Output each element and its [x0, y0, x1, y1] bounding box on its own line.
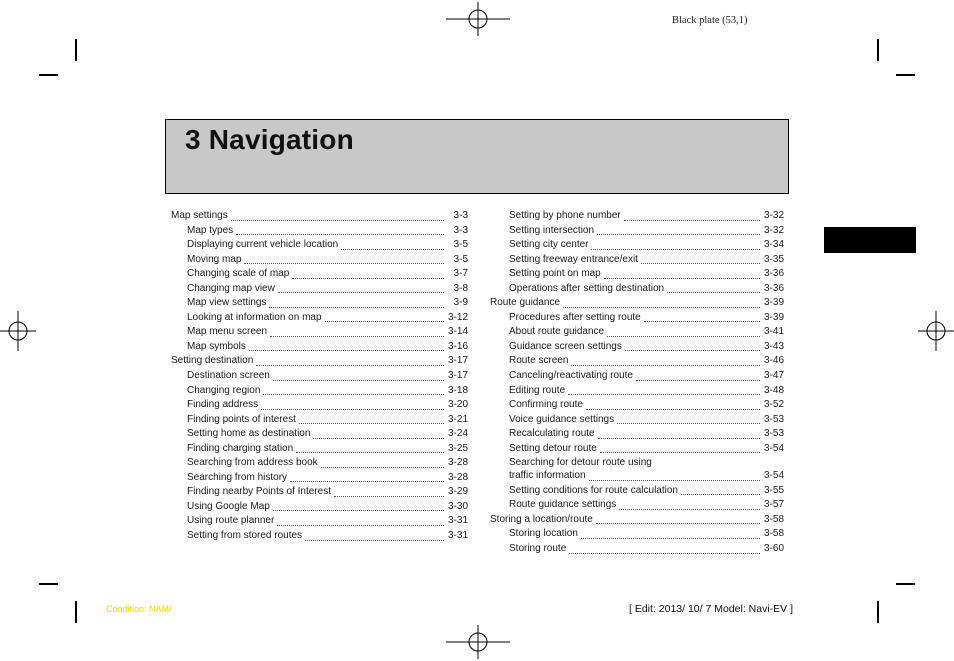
toc-entry-page: 3-3	[453, 210, 468, 221]
toc-entry-label: Setting freeway entrance/exit	[509, 253, 638, 265]
toc-entry[interactable]	[490, 384, 784, 399]
toc-entry[interactable]	[171, 456, 468, 471]
footer-edit-info: [ Edit: 2013/ 10/ 7 Model: Navi-EV ]	[629, 603, 794, 615]
toc-right-column	[490, 209, 784, 557]
toc-entry-page: 3-48	[763, 384, 784, 396]
toc-entry-label: Displaying current vehicle location	[187, 239, 339, 251]
toc-entry[interactable]	[171, 253, 468, 268]
toc-dot-leader	[256, 354, 444, 366]
toc-entry-label: Searching from history	[187, 471, 288, 483]
toc-entry-label: Operations after setting destination	[509, 282, 665, 294]
toc-dot-leader	[325, 311, 444, 323]
toc-entry[interactable]	[171, 427, 468, 442]
toc-entry[interactable]	[171, 442, 468, 457]
toc-entry-label: Setting point on map	[509, 268, 601, 280]
toc-entry[interactable]	[490, 209, 784, 224]
toc-entry-page: 3-12	[447, 311, 468, 323]
toc-entry-page: 3-20	[447, 399, 468, 411]
toc-dot-leader	[249, 340, 444, 352]
toc-entry-label: Recalculating route	[509, 428, 595, 440]
toc-dot-leader	[278, 282, 444, 294]
toc-entry[interactable]	[171, 209, 468, 224]
toc-entry-label: Using Google Map	[187, 500, 270, 512]
toc-entry-label: Changing scale of map	[187, 268, 290, 280]
toc-entry-page: 3-29	[447, 486, 468, 498]
toc-entry[interactable]	[171, 384, 468, 399]
toc-dot-leader	[231, 209, 444, 221]
toc-entry[interactable]	[171, 282, 468, 297]
toc-entry-label: Route guidance settings	[509, 499, 617, 511]
toc-entry-page: 3-17	[447, 370, 468, 382]
toc-dot-leader	[681, 484, 760, 496]
toc-entry-label: Route guidance	[490, 297, 561, 309]
toc-entry-page: 3-47	[763, 370, 784, 382]
toc-dot-leader	[581, 527, 760, 539]
toc-entry-label: Setting conditions for route calculation	[509, 484, 678, 496]
toc-entry-page: 3-36	[763, 282, 784, 294]
toc-entry[interactable]	[171, 485, 468, 500]
toc-dot-leader	[321, 456, 444, 468]
toc-entry-page: 3-30	[447, 500, 468, 512]
toc-entry[interactable]	[490, 513, 784, 528]
toc-dot-leader	[269, 296, 444, 308]
toc-dot-leader	[617, 413, 760, 425]
toc-dot-leader	[600, 442, 760, 454]
registration-mark-left	[0, 311, 36, 351]
toc-entry-page: 3-18	[447, 384, 468, 396]
toc-entry-page: 3-5	[453, 239, 468, 251]
toc-entry[interactable]	[490, 427, 784, 442]
toc-entry[interactable]	[171, 267, 468, 282]
toc-entry-label: Changing region	[187, 384, 261, 396]
toc-entry[interactable]	[490, 484, 784, 499]
toc-dot-leader	[277, 514, 444, 526]
toc-entry-label: Canceling/reactivating route	[509, 370, 633, 382]
toc-entry-label: Procedures after setting route	[509, 311, 641, 323]
toc-entry-label: Voice guidance settings	[509, 413, 615, 425]
toc-entry[interactable]	[490, 354, 784, 369]
footer-condition: Condition: NAM/	[106, 604, 172, 614]
toc-dot-leader	[586, 398, 760, 410]
toc-entry-page: 3-34	[763, 239, 784, 251]
toc-entry-page: 3-36	[763, 268, 784, 280]
toc-entry[interactable]	[171, 471, 468, 486]
toc-entry-page: 3-55	[763, 484, 784, 496]
toc-entry-label: Searching for detour route using	[509, 457, 652, 469]
toc-entry[interactable]	[490, 398, 784, 413]
toc-entry-page: 3-39	[763, 311, 784, 323]
toc-entry[interactable]	[171, 311, 468, 326]
toc-entry-label: Finding charging station	[187, 442, 294, 454]
toc-entry-page: 3-54	[763, 470, 784, 482]
toc-entry[interactable]	[490, 253, 784, 268]
toc-entry-label: Destination screen	[187, 370, 270, 382]
toc-entry[interactable]	[490, 527, 784, 542]
toc-entry-label: Setting detour route	[509, 442, 597, 454]
toc-entry[interactable]	[490, 413, 784, 428]
toc-entry-page: 3-53	[763, 413, 784, 425]
toc-entry[interactable]	[490, 311, 784, 326]
toc-entry-page: 3-41	[763, 326, 784, 338]
toc-entry-label: Setting intersection	[509, 224, 595, 236]
toc-entry[interactable]	[171, 238, 468, 253]
toc-entry-label: Using route planner	[187, 515, 275, 527]
toc-dot-leader	[263, 384, 444, 396]
toc-entry[interactable]	[171, 369, 468, 384]
toc-entry-page: 3-58	[763, 528, 784, 540]
toc-dot-leader	[607, 325, 760, 337]
toc-entry-page: 3-53	[763, 428, 784, 440]
toc-entry-label: Setting destination	[171, 355, 254, 367]
toc-entry-label: Looking at information on map	[187, 311, 322, 323]
toc-entry-line1	[490, 456, 784, 469]
toc-dot-leader	[296, 442, 444, 454]
registration-mark-bottom	[446, 623, 510, 661]
toc-dot-leader	[305, 529, 444, 541]
toc-entry-page: 3-58	[763, 513, 784, 525]
toc-entry-label: Finding points of interest	[187, 413, 296, 425]
toc-entry[interactable]	[171, 325, 468, 340]
toc-entry-page: 3-9	[453, 297, 468, 309]
toc-entry[interactable]	[490, 267, 784, 282]
toc-entry-page: 3-46	[763, 355, 784, 367]
toc-dot-leader	[236, 224, 444, 236]
toc-entry-page: 3-14	[447, 326, 468, 338]
toc-entry[interactable]	[490, 340, 784, 355]
toc-dot-leader	[341, 238, 444, 250]
toc-entry-page: 3-17	[447, 355, 468, 367]
toc-entry[interactable]	[490, 469, 784, 484]
toc-entry[interactable]	[490, 542, 784, 557]
toc-entry-page: 3-43	[763, 340, 784, 352]
toc-entry-label: Setting home as destination	[187, 428, 311, 440]
toc-entry[interactable]	[490, 442, 784, 457]
toc-entry-label: Map view settings	[187, 297, 267, 309]
toc-dot-leader	[641, 253, 760, 265]
chapter-title: 3 Navigation	[185, 124, 354, 155]
toc-dot-leader	[334, 485, 444, 497]
chapter-thumb-tab	[824, 227, 916, 253]
toc-entry-label: Storing location	[509, 528, 578, 540]
chapter-header	[165, 119, 789, 194]
toc-entry-page: 3-28	[447, 471, 468, 483]
toc-entry-page: 3-16	[447, 340, 468, 352]
toc-dot-leader	[261, 398, 444, 410]
toc-entry-label: Storing route	[509, 543, 567, 555]
toc-dot-leader	[667, 282, 760, 294]
toc-entry-label: Finding address	[187, 399, 259, 411]
toc-dot-leader	[596, 513, 760, 525]
toc-entry-label: Confirming route	[509, 399, 583, 411]
toc-entry-page: 3-7	[453, 268, 468, 280]
toc-entry-label: Changing map view	[187, 282, 275, 294]
toc-dot-leader	[292, 267, 444, 279]
toc-entry-label: Map settings	[171, 210, 228, 221]
toc-entry[interactable]	[490, 325, 784, 340]
toc-dot-leader	[273, 369, 444, 381]
toc-dot-leader	[571, 354, 760, 366]
toc-entry-page: 3-60	[763, 543, 784, 555]
toc-entry[interactable]	[171, 354, 468, 369]
toc-dot-leader	[625, 340, 760, 352]
plate-label: Black plate (53,1)	[672, 15, 748, 26]
toc-dot-leader	[290, 471, 444, 483]
toc-entry-label: Searching from address book	[187, 457, 318, 469]
toc-entry-page: 3-35	[763, 253, 784, 265]
toc-entry[interactable]	[171, 514, 468, 529]
toc-entry[interactable]	[171, 340, 468, 355]
toc-entry[interactable]	[490, 238, 784, 253]
toc-left-column	[171, 209, 468, 544]
toc-entry[interactable]	[490, 498, 784, 513]
toc-entry-page: 3-28	[447, 457, 468, 469]
toc-entry-label: Map menu screen	[187, 326, 268, 338]
toc-entry-label: Finding nearby Points of Interest	[187, 486, 331, 498]
toc-entry-page: 3-57	[763, 499, 784, 511]
toc-entry-label: Storing a location/route	[490, 513, 593, 525]
toc-entry-page: 3-32	[763, 224, 784, 236]
toc-entry-label: Moving map	[187, 253, 242, 265]
toc-dot-leader	[644, 311, 760, 323]
toc-dot-leader	[636, 369, 760, 381]
toc-entry[interactable]	[490, 224, 784, 239]
toc-entry-page: 3-52	[763, 399, 784, 411]
toc-entry-label: Map types	[187, 224, 234, 236]
toc-entry-page: 3-32	[763, 210, 784, 221]
toc-entry-label: Route screen	[509, 355, 569, 367]
toc-dot-leader	[604, 267, 760, 279]
toc-entry-page: 3-54	[763, 442, 784, 454]
toc-entry-page: 3-5	[453, 253, 468, 265]
toc-entry-page: 3-24	[447, 428, 468, 440]
toc-entry-label: Setting by phone number	[509, 210, 621, 221]
toc-entry-page: 3-21	[447, 413, 468, 425]
toc-entry-label: Editing route	[509, 384, 566, 396]
toc-entry-page: 3-31	[447, 515, 468, 527]
toc-entry-page: 3-25	[447, 442, 468, 454]
toc-dot-leader	[619, 498, 760, 510]
toc-entry[interactable]	[171, 398, 468, 413]
toc-entry[interactable]	[171, 296, 468, 311]
toc-entry-label: About route guidance	[509, 326, 605, 338]
toc-dot-leader	[568, 384, 760, 396]
toc-entry-label: traffic information	[509, 470, 586, 482]
toc-entry-label: Guidance screen settings	[509, 340, 622, 352]
toc-dot-leader	[244, 253, 444, 265]
registration-mark-right	[918, 311, 954, 351]
toc-entry[interactable]	[171, 224, 468, 239]
toc-entry-page: 3-3	[453, 224, 468, 236]
toc-entry[interactable]	[171, 413, 468, 428]
toc-entry-label: Setting city center	[509, 239, 589, 251]
toc-dot-leader	[589, 469, 760, 481]
toc-entry[interactable]	[490, 369, 784, 384]
toc-entry[interactable]	[490, 282, 784, 297]
toc-entry-label: Map symbols	[187, 340, 246, 352]
toc-entry[interactable]	[171, 529, 468, 544]
toc-entry-page: 3-8	[453, 282, 468, 294]
toc-entry-page: 3-39	[763, 297, 784, 309]
toc-dot-leader	[273, 500, 444, 512]
toc-entry[interactable]	[171, 500, 468, 515]
toc-dot-leader	[563, 296, 760, 308]
toc-dot-leader	[313, 427, 444, 439]
toc-dot-leader	[569, 542, 760, 554]
toc-dot-leader	[591, 238, 760, 250]
registration-mark-top	[446, 2, 510, 38]
toc-dot-leader	[299, 413, 444, 425]
toc-dot-leader	[624, 209, 760, 221]
toc-dot-leader	[598, 427, 760, 439]
toc-dot-leader	[270, 325, 444, 337]
toc-entry-label: Setting from stored routes	[187, 530, 303, 542]
toc-entry[interactable]	[490, 296, 784, 311]
toc-entry-page: 3-31	[447, 530, 468, 542]
toc-dot-leader	[597, 224, 760, 236]
